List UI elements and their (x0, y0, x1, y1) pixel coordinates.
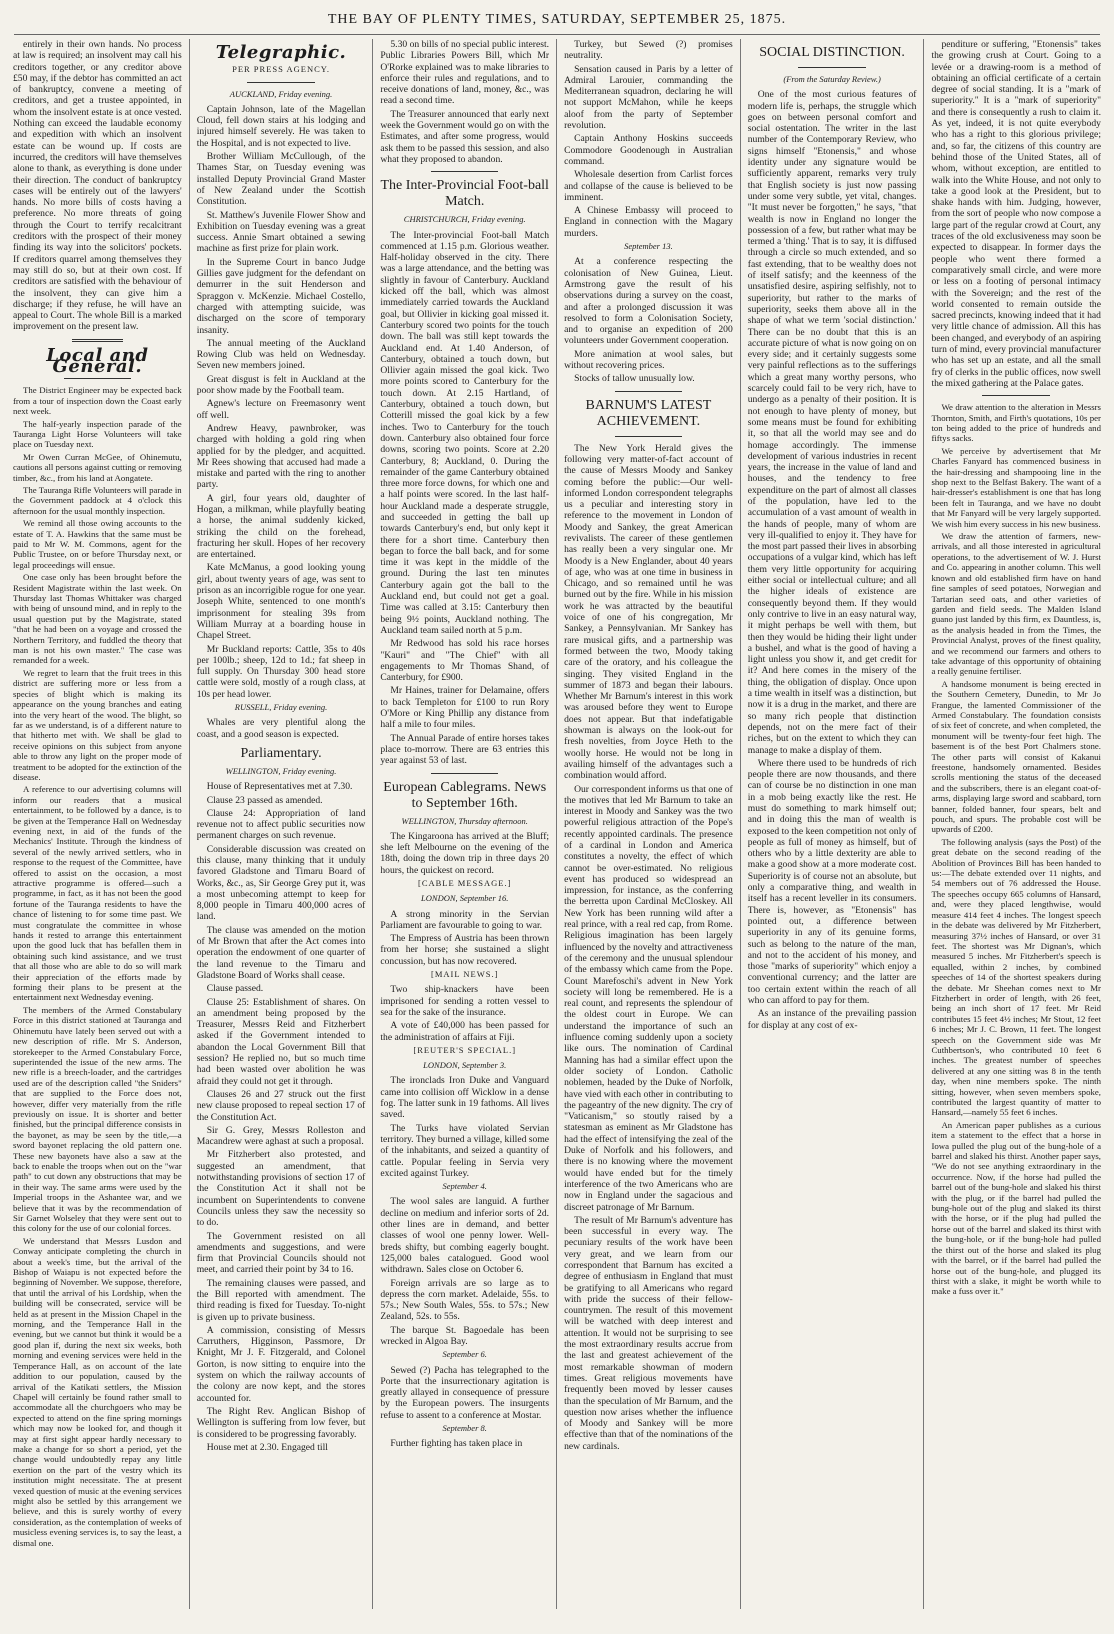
news-item: Mr Haines, trainer for Delamaine, offers to back Templeton for £100 to run Rory O'More or King Phillip any distance from half a mile to four miles. (380, 685, 550, 731)
news-item: A commission, consisting of Messrs Carruthers, Higginson, Passmore, Dr Knight, Mr J. F. Fitzgerald, and Colonel Gorton, is now sitting to enquire into the system on which the railway accounts of the colony are now kept, and the stores accounted for. (196, 1324, 366, 1404)
news-item: St. Matthew's Juvenile Flower Show and Exhibition on Tuesday evening was a great success. Annie Smart obtained a sewing machine as first prize for plain work. (196, 209, 366, 255)
dateline: CHRISTCHURCH, Friday evening. (403, 214, 526, 225)
news-item: One case only has been brought before the Resident Magistrate within the last week. On Thursday last Thomas Whittaker was charged with being of unsound mind, and in reply to the usual question put by the Magistrate, stated "that he had been on a voyage and crossed the Northern Territory, and fuddled the theory that man is not his own master." The case was remanded for a week. (13, 572, 182, 666)
dateline: LONDON, September 16. (421, 893, 509, 904)
article-paragraph: One of the most curious features of modern life is, perhaps, the struggle which goes on between personal comfort and social ostentation. The writer in the last number of the Contemporary Review, who signs himself "Etonensis," and whose identity under any signature would be sufficiently apparent, remarks very truly that English society is just now passing under some very subtle, yet vital, changes. "It must never be forgotten," he says, "that wealth is now in England no longer the possession of a few, but rather what may be termed a 'thing.' That is to say, it is diffused through a circle so much extended, and so fast extending, that to be wealthy does not of itself satisfy; and the keenness of the unsatisfied desire, aspiring selfishly, not to superiority, but rather to the marks of superiority, seeks them above all in the shape of what we term 'social distinction.' There can be no doubt that this is an accurate picture of what is now going on on every side; and it certainly suggests some very painful reflections as to the sufferings which a great many worthy persons, who scarcely could fail to be very rich, have to undergo as a penalty of their position. It is not enough to have plenty of money, but some means must be found for exhibiting it, so that all the world may see and do homage accordingly. The immense development of various industries in recent years, the increase in the value of land and houses, and the tendency to free expenditure on the part of almost all classes of the population, have led to the accumulation of a vast amount of wealth in the hands of people, many of whom are very ill-qualified to enjoy it. They have for the most part passed their lives in absorbing occupations of a vulgar kind, which has left them very little opportunity for acquiring either social or intellectual culture; and all the higher ideals of existence are consequently beyond them. If they would only contrive to live in an easy natural way, it might perhaps be well with them, but then they would be hiding their light under a bushel, and what is the good of having a light unless you show it, and get credit for it? And here comes in the misery of the thing, the obligation of display. Once upon a time wealth in itself was a distinction, but now it is a drug in the market, and there are so many rich people that distinction depends, not on the mere fact of their riches, but on the extent to which they can manage to make a display of them. (747, 89, 917, 756)
news-item: Sensation caused in Paris by a letter of Admiral Larouier, commanding the Mediterranean squadron, declaring he will not support McMahon, while he keeps aloof from the party of September revolution. (564, 63, 733, 132)
dateline: September 4. (442, 1181, 487, 1192)
news-item: The Turks have violated Servian territory. They burned a village, killed some of the inhabitants, and seized a quantity of cattle. Popular feeling in Servia very excited against Turkey. (380, 1122, 550, 1179)
news-item: A strong minority in the Servian Parliament are favourable to going to war. (380, 908, 550, 931)
section-tag: [REUTER'S SPECIAL.] (413, 1044, 517, 1055)
news-item: Mr Redwood has sold his race horses "Kauri" and "The Chief" with all engagements to Mr Thomas Shand, of Canterbury, for £900. (380, 638, 550, 684)
dateline: WELLINGTON, Friday evening. (225, 765, 337, 776)
masthead: THE BAY OF PLENTY TIMES, SATURDAY, SEPTEMBER 25, 1875. (14, 0, 1100, 35)
news-item: The Treasurer announced that early next week the Government would go on with the Estimates, and after some progress, would ask them to be passed this session, and also what they proposed to abandon. (380, 108, 550, 165)
divider (982, 395, 1050, 396)
news-item: 5.30 on bills of no special public interest. Public Libraries Powers Bill, which Mr O'Rorke explained was to make libraries to enforce their rules and regulations, and to receive donations of land, money, &c., was read a second time. (380, 39, 550, 107)
divider (431, 171, 498, 172)
news-item: Stocks of tallow unusually low. (574, 373, 695, 385)
article-paragraph: The New York Herald gives the following very matter-of-fact account of the cause of Messrs Moody and Sankey coming before the public:—Our well-informed London correspondent telegraphs us a peculiar and interesting story in reference to the movement in London of Moody and Sankey, the great American revivalists. The career of these gentlemen has really been a very singular one. Mr Moody is a New Englander, about 40 years of age, who was at one time in business in Chicago, and so remained until he was burned out by the fire. While in his mission work he was attracted by the beautiful voice of one of his congregation, Mr Sankey, a Pennsylvanian. Mr Sankey has rare musical gifts, and a partnership was formed between the two, Moody taking care of the oratory, and his colleague the singing. They visited England in the summer of 1873 and began their labours. Whether Mr Barnum's interest in this work was aroused before they went to Europe does not appear. But that indefatigable showman is always on the look-out for fresh novelties, from Joyce Heth to the woolly horse. He would not be long in availing himself of the advantages such a combination would afford. (564, 442, 733, 782)
news-item: Sewed (?) Pacha has telegraphed to the Porte that the insurrectionary agitation is greatly allayed in consequence of pressure by the European powers. The insurgents refuse to assent to a conference at Mostar. (380, 1364, 550, 1421)
news-item: Clause 25: Establishment of shares. On an amendment being proposed by the Treasurer, Messrs Reid and Fitzherbert asked if the Government intended to abandon the Local Government Bill that session? He replied no, but so much time had been wasted over abolition he was afraid they could not get it through. (196, 996, 366, 1087)
telegraphic-heading: Telegraphic. (215, 42, 347, 63)
news-item: Captain Anthony Hoskins succeeds Commodore Goodenough in Australian command. (564, 133, 733, 167)
news-item: Whales are very plentiful along the coast, and a good season is expected. (196, 717, 366, 740)
news-item: We draw attention to the alteration in Messrs Thornton, Smith, and Firth's quotations, 10s per ton being added to the price of hundreds and fiftys sacks. (931, 402, 1101, 444)
dateline: September 13. (624, 241, 673, 252)
news-item: Great disgust is felt in Auckland at the poor show made by the Football team. (196, 373, 366, 397)
news-item: The Government resisted on all amendments and suggestions, and were firm that Provincial Councils should not meet, and carried their point by 34 to 16. (196, 1230, 366, 1276)
news-item: The following analysis (says the Post) of the great debate on the second reading of the Abolition of Provinces Bill has been handed to us:—The debate extended over 11 nights, and 54 members out of 76 addressed the House. The speeches occupy 665 columns of Hansard, and, were they placed lengthwise, would measure 414 feet 4 inches. The longest speech in the debate was delivered by Mr Fitzherbert, measuring 37½ inches of Hansard, or over 31 feet. The shortest was Mr Dignan's, which measured 5 inches. Mr Fitzherbert's speech is equalled, within 2 inches, by combined speeches of 14 of the shortest speakers during the debate. Mr Sheehan comes next to Mr Fitzherbert in order of length, with 26 feet, being an inch short of 17 feet. Mr Reid contributes 15 feet 4½ inches; Mr Stout, 12 feet 6 inches; Mr J. C. Brown, 11 feet. The longest speech on the Government side was Mr Cuthbertson's, who contributed 10 feet 6 inches. The greatest number of speeches delivered at any one sitting was 8 in the tenth day, when nine members spoke. The ninth sitting, however, when seven members spoke, contributed the largest quantity of matter to Hansard,—namely 55 feet 6 inches. (931, 836, 1101, 1118)
news-item: At a conference respecting the colonisation of New Guinea, Lieut. Armstrong gave the result of his observations during a survey on the coast, and after a prolonged discussion it was resolved to form a Colonisation Society, and to organise an expedition of 200 volunteers under Government cooperation. (564, 256, 733, 347)
news-item: House met at 2.30. Engaged till (206, 1441, 328, 1453)
news-item: We draw the attention of farmers, new-arrivals, and all those interested in agricultural operations, to the advertisement of W. J. Hurst and Co. appearing in another column. This well known and old established firm have on hand fine samples of seed potatoes, Norwegian and Tartarian seed oats, and other varieties of garden and field seeds. The Malden Island guano just landed by this firm, ex Dauntless, is, as the analysis headed in from the Times, the Provincial Analyst, proves of the finest quality, and we recommend our farmers and others to take advantage of this opportunity of obtaining a really genuine fertiliser. (931, 531, 1101, 677)
divider (615, 391, 682, 392)
divider (798, 67, 865, 68)
dateline: RUSSELL, Friday evening. (234, 702, 328, 713)
news-item: Considerable discussion was created on this clause, many thinking that it unduly favored Gladstone and Timaru Board of Works, &c., as, Sir George Grey put it, was a most unbecoming attempt to keep for 8,000 people in Timaru 400,000 acres of land. (196, 843, 366, 923)
news-item: The Kingaroona has arrived at the Bluff; she left Melbourne on the evening of the 18th, doing the down trip in three days 20 hours, the quickest on record. (380, 830, 550, 876)
news-item: The District Engineer may be expected back from a tour of inspection down the Coast early next week. (13, 385, 182, 417)
article-paragraph: The result of Mr Barnum's adventure has been successful in every way. The pecuniary results of the work have been very great, and we learn from our correspondent that Barnum has excited a degree of enthusiasm in England that must be gratifying to all Americans who regard with pride the success of their fellow-countrymen. The result of this movement will be watched with deep interest and attention. It would not be surprising to see the most extraordinary results accrue from the last and greatest achievement of the most remarkable showman of modern times. Great religious movements have frequently been moved by lesser causes than the speculation of Mr Barnum, and the question now arises whether the influence of Moody and Sankey will be more effective than that of the nominations of the new cardinals. (564, 1214, 733, 1452)
news-item: In the Supreme Court in banco Judge Gillies gave judgment for the defendant on demurrer in the suit Henderson and Spraggon v. McKenzie. Michael Costello, charged with attempting suicide, was discharged on the score of temporary insanity. (196, 256, 366, 336)
news-item: A vote of £40,000 has been passed for the administration of affairs at Fiji. (380, 1020, 550, 1043)
news-item: Turkey, but Sewed (?) promises neutrality. (564, 39, 733, 62)
news-item: Mr Owen Curran McGee, of Ohinemutu, cautions all persons against cutting or removing timber, &c., from his land at Aongatete. (13, 451, 182, 483)
article-paragraph: Where there used to be hundreds of rich people there are now thousands, and there can of course be no distinction in one man in a mob being exactly like the rest. He must do something to mark himself out; and in doing this the man of wealth is exposed to the keen competition not only of people as full of money as himself, but of others who by a little dexterity are able to make a good show at a more moderate cost. Superiority is of course not an absolute, but only a comparative thing, and wealth in itself has a recent leveller in its consumers. There is, however, as "Etonensis" has pointed out, a difference between superiority in any of its genuine forms, such as belong to the nature of the man, and not to the accident of his money, and those "marks of superiority" which enjoy a conventional currency; and the latter are too certain extent within the reach of all who can afford to pay for them. (747, 757, 917, 1007)
social-distinction-heading: SOCIAL DISTINCTION. (759, 45, 905, 60)
news-item: The clause was amended on the motion of Mr Brown that after the Act comes into operation the endowment of one quarter of the land revenue to the Timaru and Gladstone Board of Works shall cease. (196, 924, 366, 981)
news-item: More animation at wool sales, but without recovering prices. (564, 348, 733, 372)
news-item: We remind all those owing accounts to the estate of T. A. Hawkins that the same must be paid to Mr W. M. Commons, agent for the Public Trustee, on or before Thursday next, or legal proceedings will ensue. (13, 518, 182, 570)
news-item: Mr Buckland reports: Cattle, 35s to 40s per 100lb.; sheep, 12d to 1d.; fat sheep in full supply. On Thursday 300 head store cattle were sold, mostly of a rough class, at 10s per head lower. (196, 643, 366, 700)
news-item: We regret to learn that the fruit trees in this district are suffering more or less from a species of blight which is making its appearance on the young branches and eating into the very heart of the wood. The blight, so far as we understand, is of a different nature to that hitherto met with. We shall be glad to receive opinions on this subject from anyone able to throw any light on the proper mode of treatment to be adopted for the extinction of the disease. (13, 667, 182, 782)
news-item: A reference to our advertising columns will inform our readers that a musical entertainment, to be followed by a dance, is to be given at the Temperance Hall on Wednesday evening next, in aid of the funds of the Mechanics' Institute. Through the kindness of several of the newly arrived settlers, who in response to the request of the Committee, have offered to assist on the occasion, a most attractive programme is offered—such a programme, in fact, as it has not been the good fortune of the Tauranga residents to have the chance of listening to for some time past. We must congratulate the committee in whose hands it rested to arrange this entertainment upon the good luck that has befallen them in obtaining such kind assistance, and we trust that all those who are able to do so will mark their appreciation of the efforts made by forming their plans to be present at the entertainment next Wednesday evening. (13, 784, 182, 1003)
news-item: An American paper publishes as a curious item a statement to the effect that a horse in Iowa pulled the plug out of the bung-hole of a barrel and slaked his thirst. Another paper says, "We do not see anything extraordinary in the occurrence. Now, if the horse had pulled the barrel out of the bung-hole and slaked his thirst with the plug, or if the barrel had pulled the bung-hole out of the plug and slaked its thirst with the horse, or if the plug had pulled the horse out of the barrel and slaked its thirst with the bung-hole, or if the bung-hole had pulled the thirst out of the horse and slaked its plug with the barrel, or if the barrel had pulled the horse out of the bung-hole, and plugged its thirst with a slake, it might be worth while to make a fuss over it." (931, 1119, 1101, 1297)
dateline: WELLINGTON, Thursday afternoon. (401, 815, 528, 826)
news-item: Captain Johnson, late of the Magellan Cloud, fell down stairs at his lodging and injured himself severely. He was taken to the Hospital, and is not expected to live. (196, 103, 366, 149)
news-item: Wholesale desertion from Carlist forces and collapse of the cause is believed to be imminent. (564, 169, 733, 203)
columns (6, 35, 1108, 1609)
article-paragraph: Our correspondent informs us that one of the motives that led Mr Barnum to take an interest in Moody and Sankey was the two powerful religious attraction of the Pope's recently appointed cardinals. The presence of a cardinal in London and America constitutes a novelty, the effect of which cannot be over-estimated. No religious event has produced so widespread an impression, for instance, as the conferring the berretta upon Cardinal McCloskey. All New York has been running wild after a real prince, with a real red cap, from Rome. Religious imagination has been largely influenced by the novelty and attractiveness of the ceremony and the unusual splendour of the embassy which came from the Pope. Count Marefoschi's advent in New York society will long be remembered. He is a real count, and represents the splendour of the oldest court in Europe. We can understand the importance of such an influence coming suddenly upon a society like ours. The nomination of Cardinal Manning has had a similar effect upon the older society of London. Catholic noblemen, headed by the Duke of Norfolk, have vied with each other in contributing to the pageantry of the new dignity. The cry of "Vaticanism," so stoutly raised by a statesman as eminent as Mr Gladstone has had the effect of intensifying the zeal of the Duke of Norfolk and his followers, and there is no knowing where the movement would have ended but for the timely interference of the two Americans who are now in England under the sagacious and discreet patronage of Mr Barnum. (564, 783, 733, 1213)
news-item: The ironclads Iron Duke and Vanguard came into collision off Wicklow in a dense fog. The latter sunk in 19 fathoms. All lives saved. (380, 1075, 550, 1121)
divider (247, 82, 314, 83)
column-1 (6, 39, 190, 1609)
news-item: Clause 24: Appropriation of land revenue not to affect public securities now permanent charges on such revenue. (196, 807, 366, 842)
news-item: The Empress of Austria has been thrown from her horse; she sustained a slight concussion, but has now recovered. (380, 933, 550, 967)
news-item: The wool sales are languid. A further decline on medium and inferior sorts of 2d. other lines are in demand, and better classes of wool one penny lower. Well-breds shifty, but combing eagerly bought. 125,000 bales catalogued. Good wool withdrawn. Sales close on October 6. (380, 1196, 550, 1276)
section-tag: [CABLE MESSAGE.] (417, 878, 512, 888)
football-heading: The Inter-Provincial Foot-ball Match. (380, 178, 549, 210)
news-item: Sir G. Grey, Messrs Rolleston and Macandrew were aghast at such a proposal. (196, 1124, 366, 1148)
news-item: The Tauranga Rifle Volunteers will parade in the Government paddock at 4 o'clock this afternoon for the usual monthly inspection. (13, 484, 182, 516)
dateline: LONDON, September 3. (423, 1060, 507, 1071)
news-item: A girl, four years old, daughter of Hogan, a milkman, while playfully beating a horse, the animal suddenly kicked, striking the child on the forehead, fracturing her skull. Hopes of her recovery are entertained. (196, 492, 366, 561)
news-item: Foreign arrivals are so large as to depress the corn market. Adelaide, 55s. to 57s.; New South Wales, 55s. to 57s.; New Zealand, 52s. to 55s. (380, 1277, 550, 1323)
source-note: (From the Saturday Review.) (783, 74, 881, 84)
news-item: A handsome monument is being erected in the Southern Cemetery, Dunedin, to Mr Jo Frangue, the lamented Commissioner of the Armed Constabulary. The foundation consists of six feet of concrete, and when completed, the monument will be twenty-four feet high. The basement is of the best Port Chalmers stone. The other parts will consist of Kakanui freestone, handsomely ornamented. Besides scrolls mentioning the status of the deceased and the subscribers, there is an elegant coat-of-arms, displaying large sword and scabbard, torn banner, folded banner, four spears, belt and pouch, and spurs. The probable cost will be upwards of £200. (931, 678, 1101, 835)
news-item: We perceive by advertisement that Mr Charles Fanyard has commenced business in the hair-dressing and shampooing line in the shop next to the Belfast Bakery. The want of a hair-dresser's establishment is one that has long been felt in Tauranga, and we have no doubt that Mr Fanyard will be very largely supported. We wish him every success in his new business. (931, 445, 1101, 529)
news-item: The barque St. Bagoedale has been wrecked in Algoa Bay. (380, 1324, 550, 1347)
section-tag: [MAIL NEWS.] (431, 969, 499, 980)
news-item: The annual meeting of the Auckland Rowing Club was held on Wednesday. Seven new members joined. (196, 337, 366, 372)
news-item: The Inter-provincial Foot-ball Match commenced at 1.15 p.m. Glorious weather. Half-holiday observed in the city. There was a large attendance, and the betting was slightly in favour of Canterbury. Auckland kicked off the ball, which was almost immediately carried towards the Auckland goal, but Ollivier in kicking goal missed it. Canterbury scored two points for the touch down. The ball was still kept towards the Auckland end. At 1.40 Anderson, of Canterbury, obtained a touch down, but Ollivier again missed the goal kick. Two more points scored to Canterbury for the touch down. At 2.15 Hartland, of Canterbury, obtained a touch down, but Cotterill missed the goal kick by a few inches. Two to Canterbury for the touch down. Canterbury also obtained four force downs, scoring two points. Score at 2.20 Canterbury, 8; Auckland, 0. During the remainder of the game Canterbury obtained three more force downs, for which one and a half points were scored. In the last half-hour Auckland made a desperate struggle, and succeeded in getting the ball up towards Canterbury's end, but only kept it there for a short time. Canterbury then began to force the ball back, and for some time it was kept in the middle of the ground. During the last ten minutes Canterbury again got the ball to the Auckland end, but could not get a goal. Time was called at 3.15: Canterbury then being 9½ points, Auckland nothing. The Auckland team sailed north at 5 p.m. (380, 229, 550, 636)
article-paragraph: penditure or suffering, "Etonensis" takes the growing crush at Court. Going to a levée or a drawing-room is a method of obtaining an official certificate of a certain degree of social standing. It is a "mark of superiority." It is a "mark of superiority" and there is consequently a rush to claim it. As yet, indeed, it is not quite everybody who has a right to this glorious privilege; and, so far, the citizens of this country are behind those of the United States, all of whom, without exception, are entitled to walk into the White House, and not only to take a good look at the President, but to shake hands with him. Judging, however, from the sort of people who now compose a large part of the regular crowd at Court, any traces of the old exclusiveness may soon be expected to disappear. In former days the people who went there formed a comparatively small circle, and were more or less on a footing of personal intimacy with the Sovereign; and the rest of the world consented to remain outside the sacred precincts, knowing indeed that it had very little chance of admission. All this has been changed, and everybody of an aspiring turn of mind, every provincial manufacturer who has set up an estate, and all the small fry of clerks in the public offices, now swell the mixed gathering at the Palace gates. (931, 39, 1101, 389)
news-item: The remaining clauses were passed, and the Bill reported with amendment. The third reading is fixed for Tuesday. To-night is given up to private business. (196, 1277, 366, 1323)
news-item: Clauses 26 and 27 struck out the first new clause proposed to repeal section 17 of the Constitution Act. (196, 1088, 366, 1123)
dateline: AUCKLAND, Friday evening. (229, 88, 333, 99)
news-item: Andrew Heavy, pawnbroker, was charged with holding a gold ring when applied for by the pledger, and acquitted. Mr Rees showing that accused had made a mistake and parted with the ring to another party. (196, 422, 366, 491)
news-item: The members of the Armed Constabulary Force in this district stationed at Tauranga and Ohinemutu have lately been served out with a new description of rifle. Mr S. Anderson, storekeeper to the Armed Constabulary Force, superintended the issue of the new arms. The new rifle is a breech-loader, and the cartridges used are of the description called "the Sniders" that are supplied to the Force does not, however, differ very materially from the rifle previously on issue. It is shorter and better finished, but the principal difference consists in the bayonet, as may be seen by the title,—a sword bayonet replacing the old pattern one. These new bayonets have also a saw at the back to enable the troops when out on the "war path" to cut down any obstructions that may be in their way. The same arms were used by the Imperial troops in the Ashantee war, and we believe that it was by the recommendation of Sir Garnet Wolseley that they were sent out to this colony for the use of our colonial forces. (13, 1004, 182, 1234)
local-general-heading: Local and General. (46, 344, 149, 378)
parliamentary-heading: Parliamentary. (240, 745, 322, 761)
news-item: Mr Fitzherbert also protested, and suggested an amendment, that notwithstanding provisions of section 17 of the Constitution Act it shall not be incumbent on Superintendents to convene Councils unless they saw the necessity so to do. (196, 1149, 366, 1229)
article-paragraph: As an instance of the prevailing passion for display at any cost of ex- (747, 1008, 917, 1031)
news-item: We understand that Messrs Lusdon and Conway anticipate completing the church in about a week's time, but the arrival of the Bishop of Waiapu is not expected before the beginning of November. We suppose, therefore, that until the arrival of his Lordship, when the building will be consecrated, service will be held as at present in the Mission Chapel in the morning, and the Temperance Hall in the evening, but we cannot but think it would be a good plan if, during the next six weeks, both morning and evening services were held in the Temperance Hall, as on account of the late addition to our population, caused by the arrival of the Katikati settlers, the Mission Chapel will certainly be found rather small to accommodate all the churchgoers who may be expected to attend on the fine spring mornings which may now be looked for, and though it may at first sight appear hardly necessary to make a change for so short a period, yet the change would undoubtedly repay any little exertion on the part of the vestry which its institution might necessitate. The at present vexed question of music at the evening services might also be settled by this arrangement we believe, and this is surely worthy of every consideration, as the contemplation of weeks of musicless evening services is, to say the least, a dismal one. (13, 1235, 182, 1548)
bankruptcy-paragraph: entirely in their own hands. No process at law is required; an insolvent may call his creditors together, or any creditor above £50 may, if the debtor has committed an act of bankruptcy, convene a meeting of creditors, and get a trustee appointed, in whom the insolvent estate is at once vested. Nothing can exceed the laudable economy and expedition with which an insolvent estate can be wound up. If costs are incurred, the creditors will have themselves alone to thank, as everything is done under their direction. The conduct of bankruptcy cases will be entirely out of the lawyers' hands. No more bills of costs having a preference. No more threats of going through the Court to terrify recalcitrant creditors with the prospect of their money finding its way into the solicitors' pockets. If creditors quarrel among themselves they may still do so, but at their own cost. If creditors are satisfied with the behaviour of the insolvent, they can give him a discharge; if they refuse, he will have an appeal to Court. The whole Bill is a marked improvement on the present law. (13, 39, 182, 333)
column-3 (373, 39, 557, 1609)
news-item: The half-yearly inspection parade of the Tauranga Light Horse Volunteers will take place on Tuesday next. (13, 418, 182, 450)
column-6 (924, 39, 1108, 1609)
column-4 (557, 39, 741, 1609)
news-item: A Chinese Embassy will proceed to England in connection with the Magary murders. (564, 205, 733, 239)
divider (431, 773, 498, 774)
barnum-heading: BARNUM'S LATEST ACHIEVEMENT. (585, 397, 712, 429)
news-item: Two ship-knackers have been imprisoned for sending a rotten vessel to sea for the sake of the insurance. (380, 984, 550, 1018)
news-item: House of Representatives met at 7.30. (206, 781, 353, 793)
divider (615, 436, 682, 437)
news-item: Kate McManus, a good looking young girl, about twenty years of age, was sent to prison as an incorrigible rogue for one year. Joseph White, sentenced to one month's imprisonment for stealing 39s from William Murray at a boarding house in Chapel Street. (196, 562, 366, 642)
cablegrams-heading: European Cablegrams. News to September 16th. (383, 779, 547, 811)
byline: PER PRESS AGENCY. (232, 64, 330, 75)
news-item: Clause 23 passed as amended. (206, 794, 323, 806)
news-item: Brother William McCullough, of the Thames Star, on Tuesday evening was installed Deputy Provincial Grand Master of New Zealand under the Scottish Constitution. (196, 151, 366, 208)
column-2 (190, 39, 374, 1609)
column-5 (741, 39, 925, 1609)
news-item: Clause passed. (206, 983, 264, 995)
news-item: Further fighting has taken place in (390, 1438, 523, 1450)
news-item: The Right Rev. Anglican Bishop of Wellington is suffering from low fever, but is considered to be progressing favorably. (196, 1405, 366, 1440)
news-item: The Annual Parade of entire horses takes place to-morrow. There are 63 entries this year against 53 of last. (380, 732, 550, 767)
dateline: September 8. (442, 1423, 487, 1434)
news-item: Agnew's lecture on Freemasonry went off well. (196, 398, 366, 421)
divider (72, 339, 123, 342)
dateline: September 6. (442, 1349, 487, 1360)
divider (64, 378, 131, 379)
